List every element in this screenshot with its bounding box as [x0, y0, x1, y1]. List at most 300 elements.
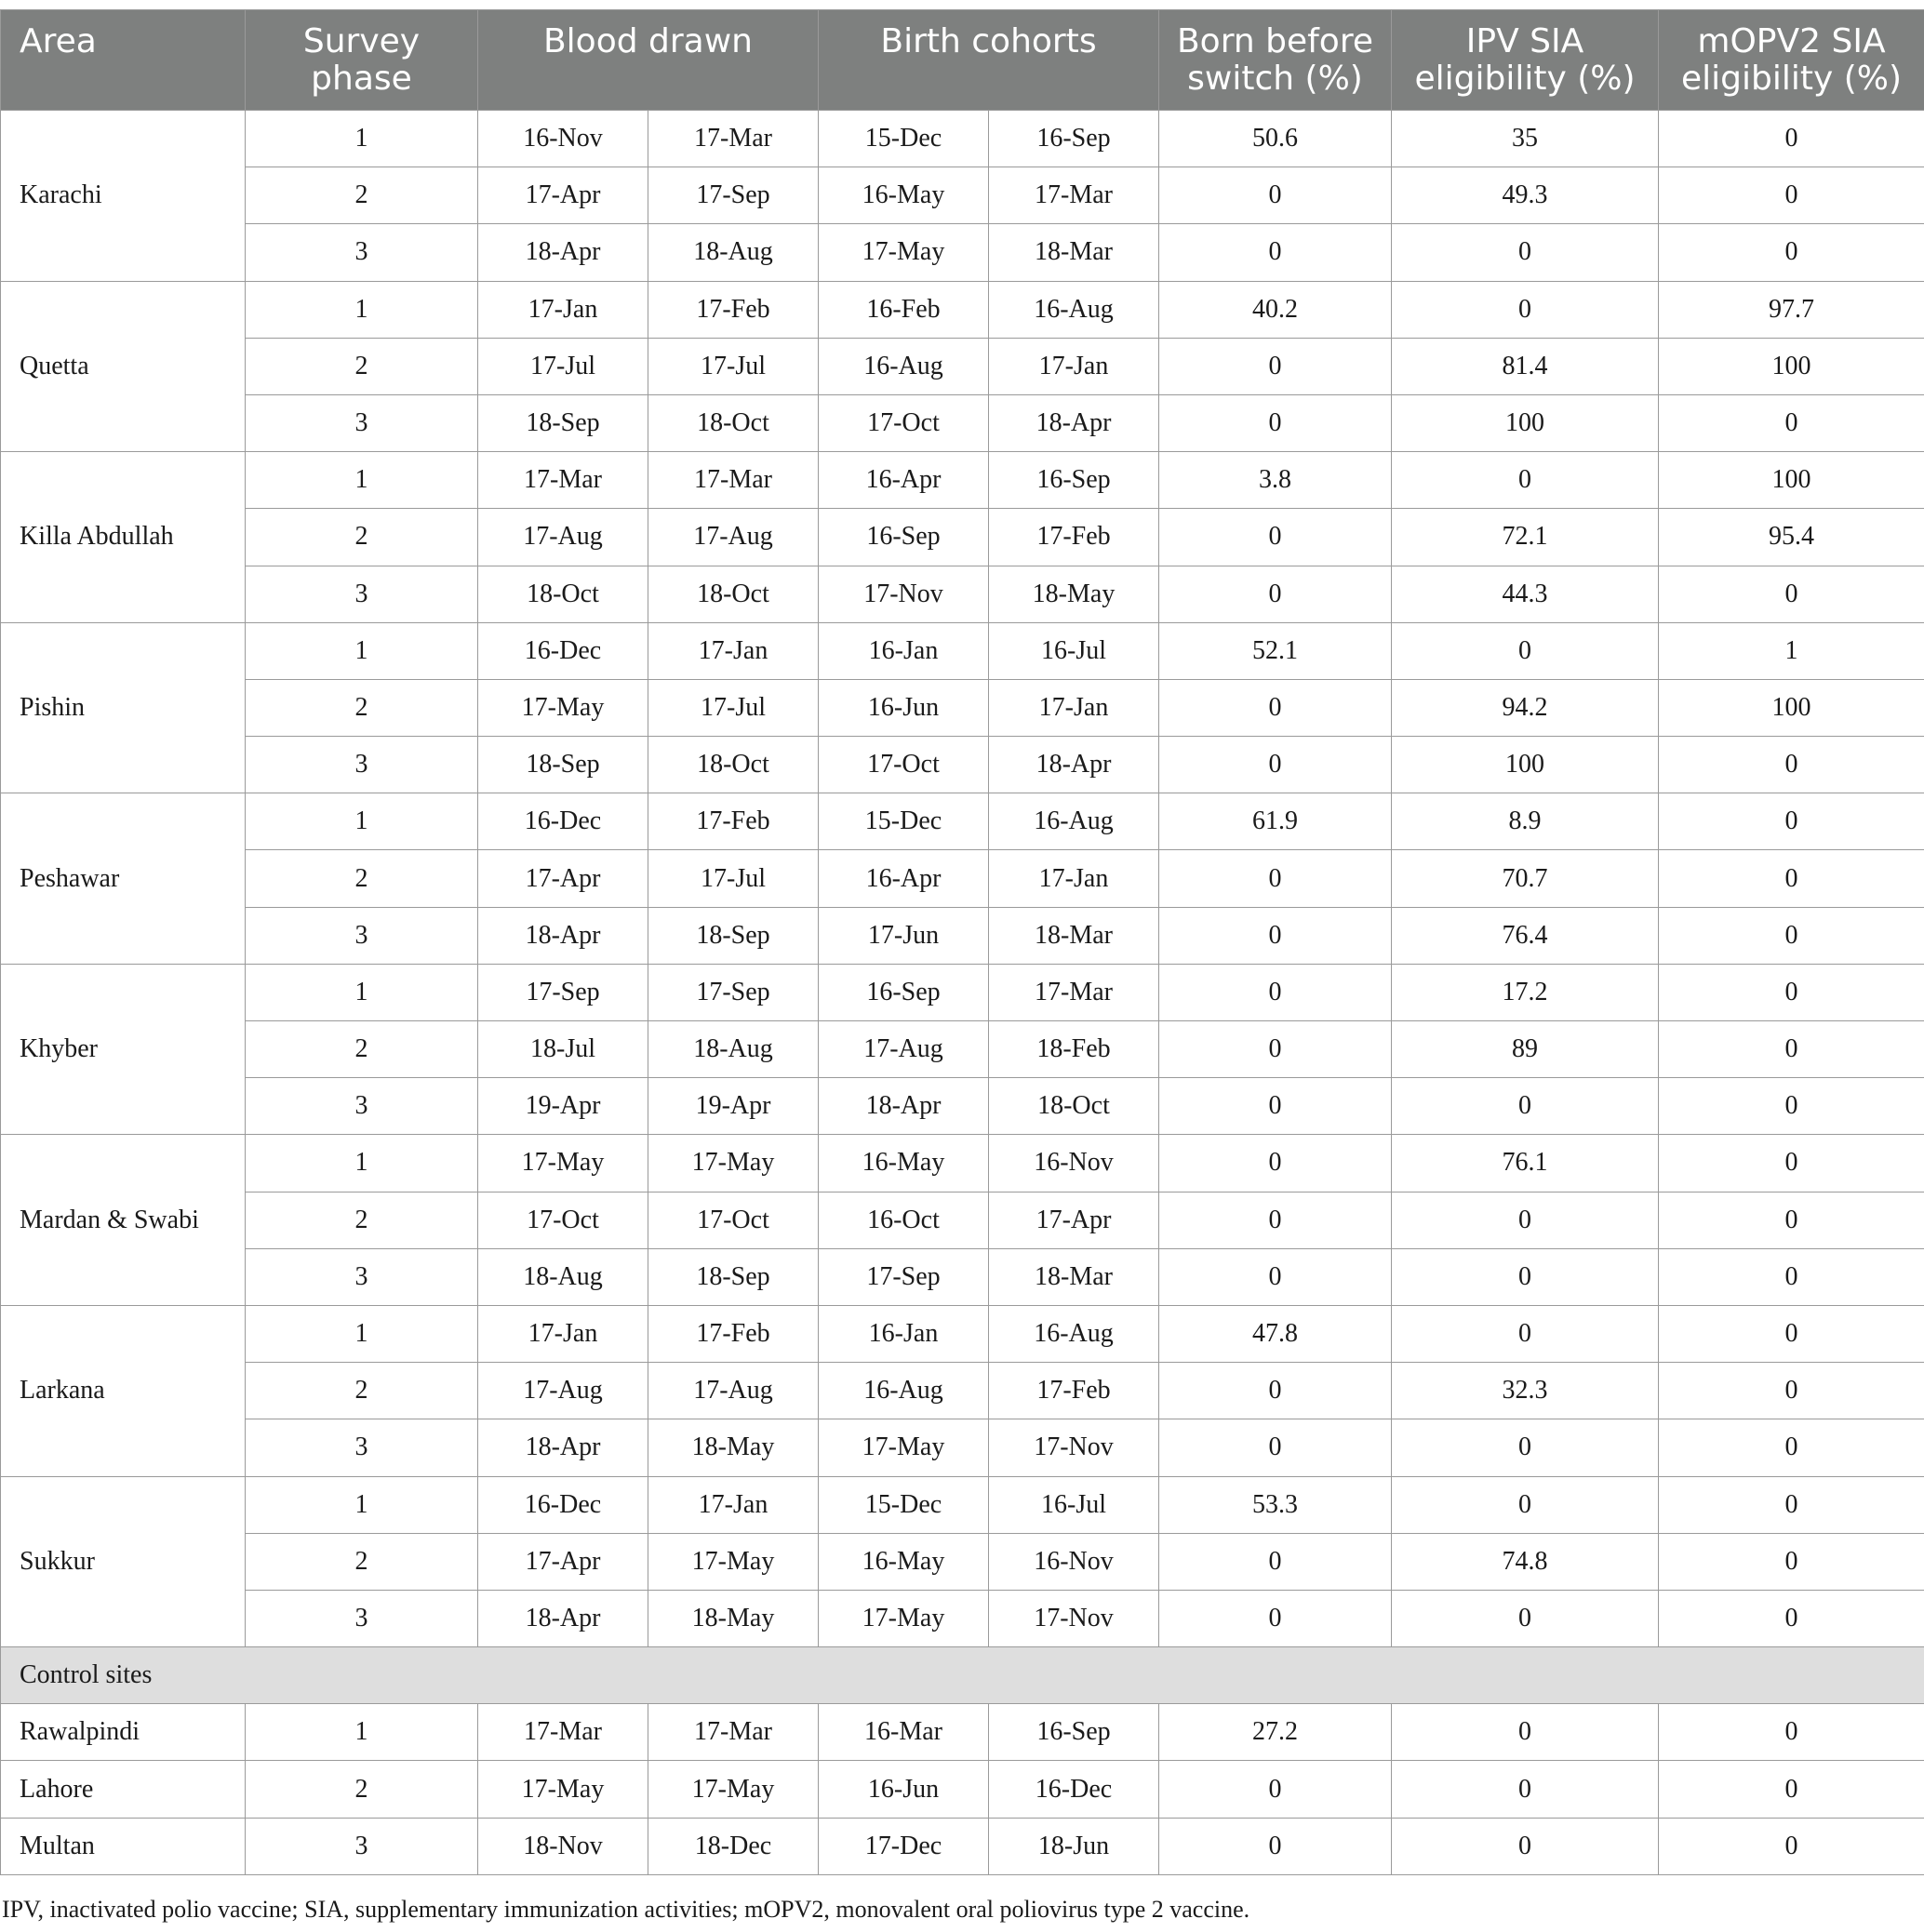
- blood-drawn-end-cell: 18-Oct: [648, 737, 819, 793]
- blood-drawn-start-cell: 18-Apr: [478, 907, 648, 964]
- mopv2-eligibility-cell: 0: [1659, 224, 1924, 281]
- area-cell: Sukkur: [1, 1476, 246, 1647]
- mopv2-eligibility-cell: 0: [1659, 1533, 1924, 1590]
- header-ipv-line2: eligibility (%): [1414, 60, 1636, 98]
- mopv2-eligibility-cell: 0: [1659, 167, 1924, 224]
- birth-cohort-end-cell: 18-Mar: [989, 224, 1159, 281]
- birth-cohort-start-cell: 16-Oct: [819, 1192, 989, 1248]
- table-row: [1, 850, 1924, 907]
- mopv2-eligibility-cell: 0: [1659, 850, 1924, 907]
- ipv-eligibility-cell: 0: [1392, 1248, 1659, 1305]
- table-row: [1, 793, 1924, 850]
- born-before-switch-cell: 0: [1159, 1135, 1392, 1192]
- survey-phase-cell: 3: [246, 1590, 478, 1646]
- area-cell: Karachi: [1, 111, 246, 282]
- survey-phase-cell: 3: [246, 566, 478, 622]
- ipv-eligibility-cell: 94.2: [1392, 679, 1659, 736]
- blood-drawn-start-cell: 18-Apr: [478, 224, 648, 281]
- survey-phase-cell: 3: [246, 737, 478, 793]
- blood-drawn-end-cell: 17-Jul: [648, 679, 819, 736]
- ipv-eligibility-cell: 0: [1392, 1419, 1659, 1476]
- survey-phase-cell: 3: [246, 1818, 478, 1874]
- blood-drawn-start-cell: 16-Dec: [478, 622, 648, 679]
- table-row: [1, 111, 1924, 167]
- header-blood-drawn: Blood drawn: [478, 10, 819, 111]
- born-before-switch-cell: 47.8: [1159, 1305, 1392, 1362]
- mopv2-eligibility-cell: 0: [1659, 1419, 1924, 1476]
- born-before-switch-cell: 53.3: [1159, 1476, 1392, 1533]
- survey-phase-cell: 1: [246, 281, 478, 338]
- survey-phase-cell: 1: [246, 964, 478, 1020]
- mopv2-eligibility-cell: 0: [1659, 1476, 1924, 1533]
- mopv2-eligibility-cell: 1: [1659, 622, 1924, 679]
- header-survey-phase-line2: phase: [311, 60, 412, 98]
- survey-phase-cell: 1: [246, 1305, 478, 1362]
- born-before-switch-cell: 0: [1159, 1192, 1392, 1248]
- birth-cohort-start-cell: 17-Sep: [819, 1248, 989, 1305]
- mopv2-eligibility-cell: 0: [1659, 1305, 1924, 1362]
- area-cell: Multan: [1, 1818, 246, 1874]
- birth-cohort-start-cell: 17-Aug: [819, 1021, 989, 1078]
- blood-drawn-start-cell: 18-Aug: [478, 1248, 648, 1305]
- header-ipv-line1: IPV SIA: [1465, 22, 1584, 60]
- area-cell: Quetta: [1, 281, 246, 452]
- area-cell: Pishin: [1, 622, 246, 793]
- blood-drawn-start-cell: 18-Apr: [478, 1590, 648, 1646]
- blood-drawn-start-cell: 16-Nov: [478, 111, 648, 167]
- birth-cohort-start-cell: 17-May: [819, 1590, 989, 1646]
- born-before-switch-cell: 0: [1159, 1021, 1392, 1078]
- mopv2-eligibility-cell: 0: [1659, 1135, 1924, 1192]
- born-before-switch-cell: 0: [1159, 1818, 1392, 1874]
- birth-cohort-start-cell: 16-May: [819, 1533, 989, 1590]
- area-cell: Mardan & Swabi: [1, 1135, 246, 1306]
- birth-cohort-start-cell: 16-May: [819, 167, 989, 224]
- ipv-eligibility-cell: 74.8: [1392, 1533, 1659, 1590]
- table-row: [1, 622, 1924, 679]
- control-sites-label: Control sites: [1, 1647, 1924, 1704]
- mopv2-eligibility-cell: 0: [1659, 1818, 1924, 1874]
- header-survey-phase-line1: Survey: [302, 22, 421, 60]
- ipv-eligibility-cell: 100: [1392, 394, 1659, 451]
- birth-cohort-end-cell: 16-Jul: [989, 622, 1159, 679]
- table-row: [1, 1533, 1924, 1590]
- birth-cohort-end-cell: 18-Feb: [989, 1021, 1159, 1078]
- born-before-switch-cell: 0: [1159, 1533, 1392, 1590]
- table-row: [1, 1192, 1924, 1248]
- blood-drawn-end-cell: 17-Aug: [648, 509, 819, 566]
- birth-cohort-end-cell: 17-Nov: [989, 1590, 1159, 1646]
- blood-drawn-start-cell: 19-Apr: [478, 1078, 648, 1135]
- survey-phase-cell: 2: [246, 1533, 478, 1590]
- blood-drawn-start-cell: 18-Apr: [478, 1419, 648, 1476]
- blood-drawn-end-cell: 17-Feb: [648, 793, 819, 850]
- blood-drawn-end-cell: 17-Jul: [648, 338, 819, 394]
- blood-drawn-start-cell: 17-Aug: [478, 1363, 648, 1419]
- blood-drawn-start-cell: 17-Oct: [478, 1192, 648, 1248]
- mopv2-eligibility-cell: 0: [1659, 1590, 1924, 1646]
- survey-phase-cell: 2: [246, 1363, 478, 1419]
- mopv2-eligibility-cell: 0: [1659, 737, 1924, 793]
- survey-phase-cell: 3: [246, 224, 478, 281]
- blood-drawn-end-cell: 18-Aug: [648, 224, 819, 281]
- birth-cohort-end-cell: 18-Mar: [989, 907, 1159, 964]
- header-mopv2-eligibility: [1659, 10, 1924, 111]
- table-row: [1, 907, 1924, 964]
- birth-cohort-end-cell: 16-Dec: [989, 1761, 1159, 1818]
- blood-drawn-start-cell: 17-May: [478, 1761, 648, 1818]
- table-row: [1, 167, 1924, 224]
- survey-phase-cell: 1: [246, 111, 478, 167]
- birth-cohort-start-cell: 15-Dec: [819, 793, 989, 850]
- birth-cohort-end-cell: 18-Apr: [989, 737, 1159, 793]
- table-row: [1, 1818, 1924, 1874]
- survey-phase-cell: 1: [246, 1135, 478, 1192]
- ipv-eligibility-cell: 0: [1392, 281, 1659, 338]
- ipv-eligibility-cell: 100: [1392, 737, 1659, 793]
- born-before-switch-cell: 0: [1159, 224, 1392, 281]
- table-row: [1, 1476, 1924, 1533]
- mopv2-eligibility-cell: 0: [1659, 1363, 1924, 1419]
- table-row: [1, 1761, 1924, 1818]
- table-row: [1, 1078, 1924, 1135]
- birth-cohort-start-cell: 16-Feb: [819, 281, 989, 338]
- blood-drawn-start-cell: 17-Aug: [478, 509, 648, 566]
- birth-cohort-end-cell: 17-Jan: [989, 679, 1159, 736]
- ipv-eligibility-cell: 76.1: [1392, 1135, 1659, 1192]
- ipv-eligibility-cell: 72.1: [1392, 509, 1659, 566]
- birth-cohort-start-cell: 15-Dec: [819, 1476, 989, 1533]
- mopv2-eligibility-cell: 95.4: [1659, 509, 1924, 566]
- born-before-switch-cell: 0: [1159, 1248, 1392, 1305]
- born-before-switch-cell: 27.2: [1159, 1704, 1392, 1761]
- birth-cohort-start-cell: 16-Jun: [819, 1761, 989, 1818]
- header-row: [1, 10, 1924, 111]
- birth-cohort-start-cell: 16-Jan: [819, 1305, 989, 1362]
- birth-cohort-end-cell: 17-Feb: [989, 509, 1159, 566]
- blood-drawn-end-cell: 18-Aug: [648, 1021, 819, 1078]
- header-mopv-line2: eligibility (%): [1680, 60, 1903, 98]
- area-cell: Larkana: [1, 1305, 246, 1476]
- born-before-switch-cell: 0: [1159, 1419, 1392, 1476]
- birth-cohort-start-cell: 16-Jun: [819, 679, 989, 736]
- table-row: [1, 1590, 1924, 1646]
- birth-cohort-end-cell: 16-Sep: [989, 1704, 1159, 1761]
- blood-drawn-start-cell: 17-Mar: [478, 452, 648, 509]
- birth-cohort-end-cell: 16-Aug: [989, 1305, 1159, 1362]
- birth-cohort-start-cell: 17-May: [819, 1419, 989, 1476]
- blood-drawn-end-cell: 17-Sep: [648, 964, 819, 1020]
- blood-drawn-start-cell: 17-Apr: [478, 167, 648, 224]
- birth-cohort-start-cell: 16-Apr: [819, 850, 989, 907]
- birth-cohort-start-cell: 17-May: [819, 224, 989, 281]
- blood-drawn-end-cell: 17-May: [648, 1533, 819, 1590]
- ipv-eligibility-cell: 0: [1392, 622, 1659, 679]
- blood-drawn-start-cell: 17-May: [478, 679, 648, 736]
- header-born-line2: switch (%): [1187, 60, 1363, 98]
- birth-cohort-end-cell: 17-Jan: [989, 850, 1159, 907]
- born-before-switch-cell: 52.1: [1159, 622, 1392, 679]
- birth-cohort-end-cell: 17-Apr: [989, 1192, 1159, 1248]
- blood-drawn-start-cell: 17-Jan: [478, 1305, 648, 1362]
- birth-cohort-end-cell: 16-Jul: [989, 1476, 1159, 1533]
- ipv-eligibility-cell: 0: [1392, 1704, 1659, 1761]
- birth-cohort-end-cell: 18-Mar: [989, 1248, 1159, 1305]
- birth-cohort-end-cell: 16-Aug: [989, 281, 1159, 338]
- blood-drawn-start-cell: 18-Sep: [478, 394, 648, 451]
- mopv2-eligibility-cell: 0: [1659, 1248, 1924, 1305]
- ipv-eligibility-cell: 35: [1392, 111, 1659, 167]
- table-body: [1, 111, 1924, 1875]
- header-mopv-line1: mOPV2 SIA: [1697, 22, 1886, 60]
- blood-drawn-start-cell: 17-Apr: [478, 1533, 648, 1590]
- born-before-switch-cell: 40.2: [1159, 281, 1392, 338]
- born-before-switch-cell: 0: [1159, 850, 1392, 907]
- blood-drawn-start-cell: 18-Sep: [478, 737, 648, 793]
- table-footnote: IPV, inactivated polio vaccine; SIA, supplementary immunization activities; mOPV2, monovalent oral poliovirus type 2 vaccine.: [2, 1896, 1250, 1923]
- survey-phase-cell: 1: [246, 622, 478, 679]
- blood-drawn-end-cell: 17-Jan: [648, 1476, 819, 1533]
- mopv2-eligibility-cell: 0: [1659, 1704, 1924, 1761]
- header-ipv-eligibility: [1392, 10, 1659, 111]
- blood-drawn-end-cell: 17-Sep: [648, 167, 819, 224]
- blood-drawn-end-cell: 17-Aug: [648, 1363, 819, 1419]
- mopv2-eligibility-cell: 0: [1659, 566, 1924, 622]
- blood-drawn-end-cell: 18-May: [648, 1419, 819, 1476]
- mopv2-eligibility-cell: 0: [1659, 964, 1924, 1020]
- table-row: [1, 224, 1924, 281]
- born-before-switch-cell: 0: [1159, 964, 1392, 1020]
- survey-phase-cell: 3: [246, 907, 478, 964]
- control-sites-row: [1, 1647, 1924, 1704]
- table-row: [1, 394, 1924, 451]
- ipv-eligibility-cell: 49.3: [1392, 167, 1659, 224]
- ipv-eligibility-cell: 76.4: [1392, 907, 1659, 964]
- table-row: [1, 338, 1924, 394]
- blood-drawn-end-cell: 18-Oct: [648, 566, 819, 622]
- blood-drawn-start-cell: 18-Jul: [478, 1021, 648, 1078]
- mopv2-eligibility-cell: 97.7: [1659, 281, 1924, 338]
- birth-cohort-start-cell: 17-Jun: [819, 907, 989, 964]
- birth-cohort-end-cell: 18-Jun: [989, 1818, 1159, 1874]
- table-row: [1, 452, 1924, 509]
- blood-drawn-end-cell: 17-Mar: [648, 1704, 819, 1761]
- blood-drawn-end-cell: 17-Feb: [648, 281, 819, 338]
- birth-cohort-end-cell: 16-Nov: [989, 1135, 1159, 1192]
- birth-cohort-end-cell: 18-Oct: [989, 1078, 1159, 1135]
- table-row: [1, 566, 1924, 622]
- ipv-eligibility-cell: 0: [1392, 1590, 1659, 1646]
- ipv-eligibility-cell: 0: [1392, 224, 1659, 281]
- blood-drawn-end-cell: 18-May: [648, 1590, 819, 1646]
- birth-cohort-end-cell: 17-Mar: [989, 964, 1159, 1020]
- ipv-eligibility-cell: 81.4: [1392, 338, 1659, 394]
- survey-phase-cell: 3: [246, 1419, 478, 1476]
- mopv2-eligibility-cell: 0: [1659, 1761, 1924, 1818]
- birth-cohort-end-cell: 18-May: [989, 566, 1159, 622]
- survey-phase-cell: 2: [246, 1192, 478, 1248]
- area-cell: Killa Abdullah: [1, 452, 246, 623]
- table-row: [1, 1135, 1924, 1192]
- blood-drawn-start-cell: 18-Nov: [478, 1818, 648, 1874]
- born-before-switch-cell: 0: [1159, 1761, 1392, 1818]
- table-row: [1, 964, 1924, 1020]
- born-before-switch-cell: 0: [1159, 737, 1392, 793]
- survey-phase-cell: 2: [246, 509, 478, 566]
- mopv2-eligibility-cell: 0: [1659, 907, 1924, 964]
- table-row: [1, 281, 1924, 338]
- birth-cohort-start-cell: 16-May: [819, 1135, 989, 1192]
- mopv2-eligibility-cell: 0: [1659, 793, 1924, 850]
- born-before-switch-cell: 0: [1159, 1363, 1392, 1419]
- blood-drawn-end-cell: 17-May: [648, 1761, 819, 1818]
- ipv-eligibility-cell: 8.9: [1392, 793, 1659, 850]
- header-born-line1: Born before: [1176, 22, 1373, 60]
- born-before-switch-cell: 0: [1159, 1078, 1392, 1135]
- table-row: [1, 1305, 1924, 1362]
- mopv2-eligibility-cell: 0: [1659, 1192, 1924, 1248]
- born-before-switch-cell: 0: [1159, 167, 1392, 224]
- ipv-eligibility-cell: 44.3: [1392, 566, 1659, 622]
- ipv-eligibility-cell: 0: [1392, 1192, 1659, 1248]
- birth-cohort-start-cell: 17-Oct: [819, 737, 989, 793]
- blood-drawn-end-cell: 18-Dec: [648, 1818, 819, 1874]
- blood-drawn-start-cell: 17-Sep: [478, 964, 648, 1020]
- birth-cohort-start-cell: 16-Aug: [819, 338, 989, 394]
- table-row: [1, 737, 1924, 793]
- ipv-eligibility-cell: 32.3: [1392, 1363, 1659, 1419]
- mopv2-eligibility-cell: 0: [1659, 394, 1924, 451]
- birth-cohort-start-cell: 17-Dec: [819, 1818, 989, 1874]
- blood-drawn-start-cell: 17-Apr: [478, 850, 648, 907]
- born-before-switch-cell: 0: [1159, 338, 1392, 394]
- survey-phase-cell: 1: [246, 1476, 478, 1533]
- survey-phase-cell: 2: [246, 1761, 478, 1818]
- blood-drawn-start-cell: 17-Jan: [478, 281, 648, 338]
- born-before-switch-cell: 3.8: [1159, 452, 1392, 509]
- header-born-before-switch: [1159, 10, 1392, 111]
- survey-phase-cell: 1: [246, 793, 478, 850]
- birth-cohort-start-cell: 17-Nov: [819, 566, 989, 622]
- area-cell: Khyber: [1, 964, 246, 1135]
- blood-drawn-start-cell: 18-Oct: [478, 566, 648, 622]
- birth-cohort-start-cell: 16-Aug: [819, 1363, 989, 1419]
- table-row: [1, 679, 1924, 736]
- birth-cohort-end-cell: 16-Sep: [989, 452, 1159, 509]
- survey-phase-cell: 2: [246, 338, 478, 394]
- blood-drawn-end-cell: 17-Jul: [648, 850, 819, 907]
- mopv2-eligibility-cell: 100: [1659, 338, 1924, 394]
- mopv2-eligibility-cell: 0: [1659, 1078, 1924, 1135]
- ipv-eligibility-cell: 0: [1392, 1305, 1659, 1362]
- area-cell: Peshawar: [1, 793, 246, 965]
- born-before-switch-cell: 0: [1159, 907, 1392, 964]
- blood-drawn-start-cell: 17-May: [478, 1135, 648, 1192]
- survey-phase-cell: 3: [246, 1248, 478, 1305]
- ipv-eligibility-cell: 0: [1392, 452, 1659, 509]
- birth-cohort-end-cell: 17-Feb: [989, 1363, 1159, 1419]
- born-before-switch-cell: 0: [1159, 679, 1392, 736]
- blood-drawn-end-cell: 17-Feb: [648, 1305, 819, 1362]
- ipv-eligibility-cell: 0: [1392, 1761, 1659, 1818]
- mopv2-eligibility-cell: 100: [1659, 679, 1924, 736]
- ipv-eligibility-cell: 89: [1392, 1021, 1659, 1078]
- table-row: [1, 1248, 1924, 1305]
- blood-drawn-start-cell: 17-Mar: [478, 1704, 648, 1761]
- header-survey-phase: [246, 10, 478, 111]
- header-area: Area: [1, 10, 246, 111]
- survey-phase-cell: 1: [246, 452, 478, 509]
- survey-phase-cell: 2: [246, 167, 478, 224]
- birth-cohort-start-cell: 15-Dec: [819, 111, 989, 167]
- table-row: [1, 1419, 1924, 1476]
- table-row: [1, 509, 1924, 566]
- survey-phase-cell: 1: [246, 1704, 478, 1761]
- ipv-eligibility-cell: 0: [1392, 1818, 1659, 1874]
- blood-drawn-end-cell: 18-Sep: [648, 907, 819, 964]
- ipv-eligibility-cell: 0: [1392, 1078, 1659, 1135]
- blood-drawn-start-cell: 16-Dec: [478, 1476, 648, 1533]
- ipv-eligibility-cell: 70.7: [1392, 850, 1659, 907]
- area-cell: Rawalpindi: [1, 1704, 246, 1761]
- birth-cohort-start-cell: 16-Sep: [819, 509, 989, 566]
- blood-drawn-end-cell: 17-May: [648, 1135, 819, 1192]
- blood-drawn-end-cell: 18-Sep: [648, 1248, 819, 1305]
- born-before-switch-cell: 61.9: [1159, 793, 1392, 850]
- table-row: [1, 1363, 1924, 1419]
- blood-drawn-end-cell: 18-Oct: [648, 394, 819, 451]
- mopv2-eligibility-cell: 100: [1659, 452, 1924, 509]
- blood-drawn-end-cell: 17-Jan: [648, 622, 819, 679]
- born-before-switch-cell: 0: [1159, 509, 1392, 566]
- birth-cohort-end-cell: 17-Nov: [989, 1419, 1159, 1476]
- birth-cohort-end-cell: 18-Apr: [989, 394, 1159, 451]
- birth-cohort-start-cell: 18-Apr: [819, 1078, 989, 1135]
- birth-cohort-start-cell: 16-Mar: [819, 1704, 989, 1761]
- survey-phase-cell: 3: [246, 394, 478, 451]
- blood-drawn-start-cell: 16-Dec: [478, 793, 648, 850]
- birth-cohort-end-cell: 16-Aug: [989, 793, 1159, 850]
- ipv-eligibility-cell: 17.2: [1392, 964, 1659, 1020]
- born-before-switch-cell: 0: [1159, 1590, 1392, 1646]
- survey-phase-cell: 2: [246, 850, 478, 907]
- birth-cohort-end-cell: 17-Mar: [989, 167, 1159, 224]
- birth-cohort-end-cell: 16-Sep: [989, 111, 1159, 167]
- birth-cohort-start-cell: 16-Jan: [819, 622, 989, 679]
- birth-cohort-start-cell: 16-Sep: [819, 964, 989, 1020]
- born-before-switch-cell: 0: [1159, 394, 1392, 451]
- data-table: [0, 9, 1924, 1875]
- born-before-switch-cell: 50.6: [1159, 111, 1392, 167]
- birth-cohort-start-cell: 16-Apr: [819, 452, 989, 509]
- blood-drawn-end-cell: 17-Mar: [648, 111, 819, 167]
- table-row: [1, 1704, 1924, 1761]
- survey-phase-cell: 3: [246, 1078, 478, 1135]
- header-birth-cohorts: Birth cohorts: [819, 10, 1159, 111]
- mopv2-eligibility-cell: 0: [1659, 1021, 1924, 1078]
- birth-cohort-end-cell: 17-Jan: [989, 338, 1159, 394]
- survey-phase-cell: 2: [246, 1021, 478, 1078]
- survey-phase-cell: 2: [246, 679, 478, 736]
- area-cell: Lahore: [1, 1761, 246, 1818]
- blood-drawn-end-cell: 17-Oct: [648, 1192, 819, 1248]
- blood-drawn-end-cell: 17-Mar: [648, 452, 819, 509]
- blood-drawn-end-cell: 19-Apr: [648, 1078, 819, 1135]
- born-before-switch-cell: 0: [1159, 566, 1392, 622]
- table-row: [1, 1021, 1924, 1078]
- blood-drawn-start-cell: 17-Jul: [478, 338, 648, 394]
- birth-cohort-start-cell: 17-Oct: [819, 394, 989, 451]
